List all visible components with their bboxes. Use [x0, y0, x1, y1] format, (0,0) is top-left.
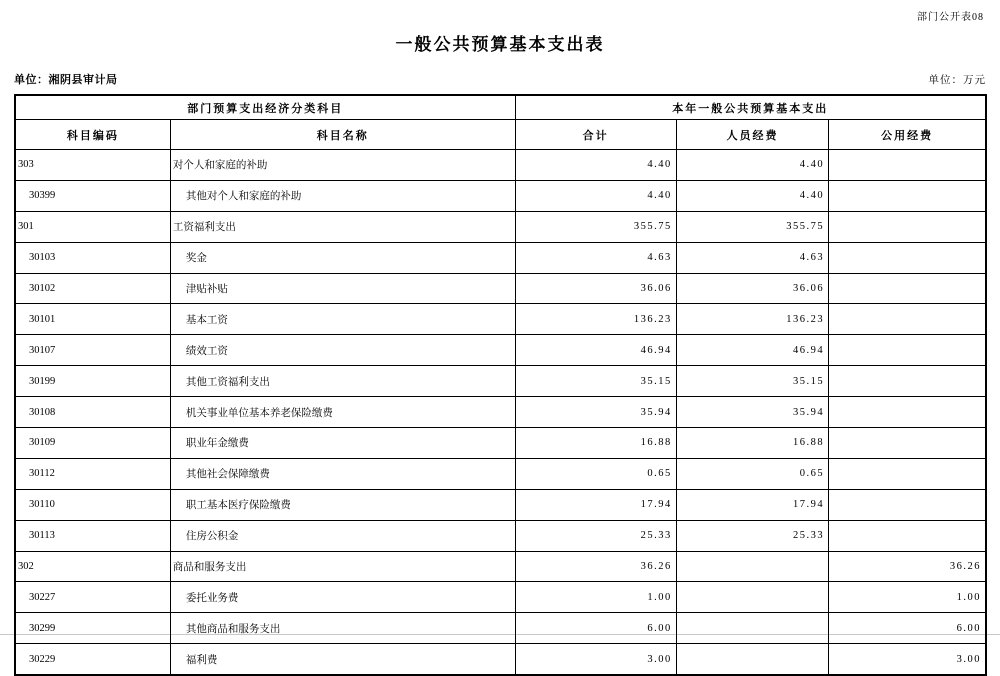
col-header-subject-name: 科目名称 [170, 120, 515, 150]
group-header-row [15, 95, 986, 120]
cell-subject-code: 30112 [15, 458, 170, 489]
budget-table [14, 94, 987, 676]
cell-subject-code: 30108 [15, 397, 170, 428]
cell-personnel: 16.88 [676, 428, 828, 459]
col-header-total: 合计 [515, 120, 676, 150]
table-row [15, 366, 986, 397]
table-row [15, 150, 986, 181]
cell-personnel: 25.33 [676, 520, 828, 551]
group-header-basic-expenditure: 本年一般公共预算基本支出 [515, 95, 986, 120]
cell-subject-name: 其他商品和服务支出 [170, 613, 515, 644]
cell-subject-name: 绩效工资 [170, 335, 515, 366]
cell-public-funds: 6.00 [829, 613, 986, 644]
cell-subject-name: 商品和服务支出 [170, 551, 515, 582]
cell-total: 35.15 [515, 366, 676, 397]
table-row [15, 273, 986, 304]
cell-personnel [676, 644, 828, 675]
table-row [15, 489, 986, 520]
cell-total: 136.23 [515, 304, 676, 335]
cell-public-funds [829, 273, 986, 304]
cell-subject-code: 30299 [15, 613, 170, 644]
table-row [15, 335, 986, 366]
cell-subject-name: 基本工资 [170, 304, 515, 335]
cell-subject-code: 30107 [15, 335, 170, 366]
cell-public-funds [829, 335, 986, 366]
cell-subject-code: 30103 [15, 242, 170, 273]
cell-subject-name: 工资福利支出 [170, 211, 515, 242]
cell-subject-code: 30399 [15, 180, 170, 211]
cell-personnel: 4.63 [676, 242, 828, 273]
cell-total: 36.26 [515, 551, 676, 582]
cell-total: 17.94 [515, 489, 676, 520]
cell-total: 355.75 [515, 211, 676, 242]
cell-subject-code: 303 [15, 150, 170, 181]
cell-public-funds [829, 520, 986, 551]
col-header-subject-code: 科目编码 [15, 120, 170, 150]
cell-total: 25.33 [515, 520, 676, 551]
table-row [15, 458, 986, 489]
cell-public-funds [829, 180, 986, 211]
unit-name-label: 单位：湘阴县审计局 [14, 74, 118, 86]
cell-public-funds [829, 489, 986, 520]
cell-total: 16.88 [515, 428, 676, 459]
table-row [15, 397, 986, 428]
cell-total: 35.94 [515, 397, 676, 428]
cell-subject-name: 其他工资福利支出 [170, 366, 515, 397]
cell-public-funds [829, 242, 986, 273]
cell-personnel: 35.94 [676, 397, 828, 428]
cell-subject-code: 30110 [15, 489, 170, 520]
cell-subject-code: 30102 [15, 273, 170, 304]
cell-personnel: 35.15 [676, 366, 828, 397]
cell-public-funds [829, 366, 986, 397]
cell-subject-code: 30109 [15, 428, 170, 459]
table-row [15, 644, 986, 675]
group-header-classification: 部门预算支出经济分类科目 [15, 95, 515, 120]
cell-public-funds [829, 211, 986, 242]
table-row [15, 582, 986, 613]
cell-public-funds [829, 458, 986, 489]
table-row [15, 304, 986, 335]
cell-subject-code: 301 [15, 211, 170, 242]
cell-personnel: 36.06 [676, 273, 828, 304]
col-header-personnel: 人员经费 [676, 120, 828, 150]
table-row [15, 551, 986, 582]
cell-personnel: 4.40 [676, 150, 828, 181]
cell-subject-name: 机关事业单位基本养老保险缴费 [170, 397, 515, 428]
cell-subject-name: 奖金 [170, 242, 515, 273]
table-row [15, 428, 986, 459]
cell-personnel: 136.23 [676, 304, 828, 335]
cell-subject-code: 30101 [15, 304, 170, 335]
cell-public-funds: 3.00 [829, 644, 986, 675]
cell-subject-name: 其他对个人和家庭的补助 [170, 180, 515, 211]
cell-public-funds [829, 428, 986, 459]
table-row [15, 520, 986, 551]
cell-subject-name: 住房公积金 [170, 520, 515, 551]
table-row [15, 180, 986, 211]
cell-total: 4.63 [515, 242, 676, 273]
cell-total: 4.40 [515, 180, 676, 211]
cell-personnel: 4.40 [676, 180, 828, 211]
cell-total: 1.00 [515, 582, 676, 613]
page-title: 一般公共预算基本支出表 [395, 35, 605, 54]
cell-personnel [676, 582, 828, 613]
cell-public-funds: 36.26 [829, 551, 986, 582]
column-header-row [15, 120, 986, 150]
table-body [15, 150, 986, 676]
cell-personnel: 355.75 [676, 211, 828, 242]
unit-of-measure-label: 单位：万元 [928, 75, 986, 86]
cell-subject-code: 30199 [15, 366, 170, 397]
cell-subject-name: 职业年金缴费 [170, 428, 515, 459]
cell-public-funds [829, 397, 986, 428]
cell-total: 36.06 [515, 273, 676, 304]
cell-subject-code: 30113 [15, 520, 170, 551]
meta-row [14, 71, 986, 87]
cell-personnel [676, 551, 828, 582]
cell-subject-code: 30229 [15, 644, 170, 675]
cell-subject-name: 津贴补贴 [170, 273, 515, 304]
cell-public-funds [829, 304, 986, 335]
cell-total: 4.40 [515, 150, 676, 181]
cell-total: 3.00 [515, 644, 676, 675]
cell-total: 0.65 [515, 458, 676, 489]
table-row [15, 613, 986, 644]
table-row [15, 242, 986, 273]
cell-subject-name: 委托业务费 [170, 582, 515, 613]
table-row [15, 211, 986, 242]
cell-public-funds [829, 150, 986, 181]
cell-subject-code: 302 [15, 551, 170, 582]
col-header-public-funds: 公用经费 [829, 120, 986, 150]
cell-personnel: 46.94 [676, 335, 828, 366]
cell-public-funds: 1.00 [829, 582, 986, 613]
cell-personnel [676, 613, 828, 644]
cell-personnel: 17.94 [676, 489, 828, 520]
cell-subject-name: 对个人和家庭的补助 [170, 150, 515, 181]
cell-total: 46.94 [515, 335, 676, 366]
cell-subject-code: 30227 [15, 582, 170, 613]
cell-subject-name: 职工基本医疗保险缴费 [170, 489, 515, 520]
cell-subject-name: 其他社会保障缴费 [170, 458, 515, 489]
cell-subject-name: 福利费 [170, 644, 515, 675]
cell-total: 6.00 [515, 613, 676, 644]
form-number-label: 部门公开表08 [917, 12, 984, 23]
cell-personnel: 0.65 [676, 458, 828, 489]
